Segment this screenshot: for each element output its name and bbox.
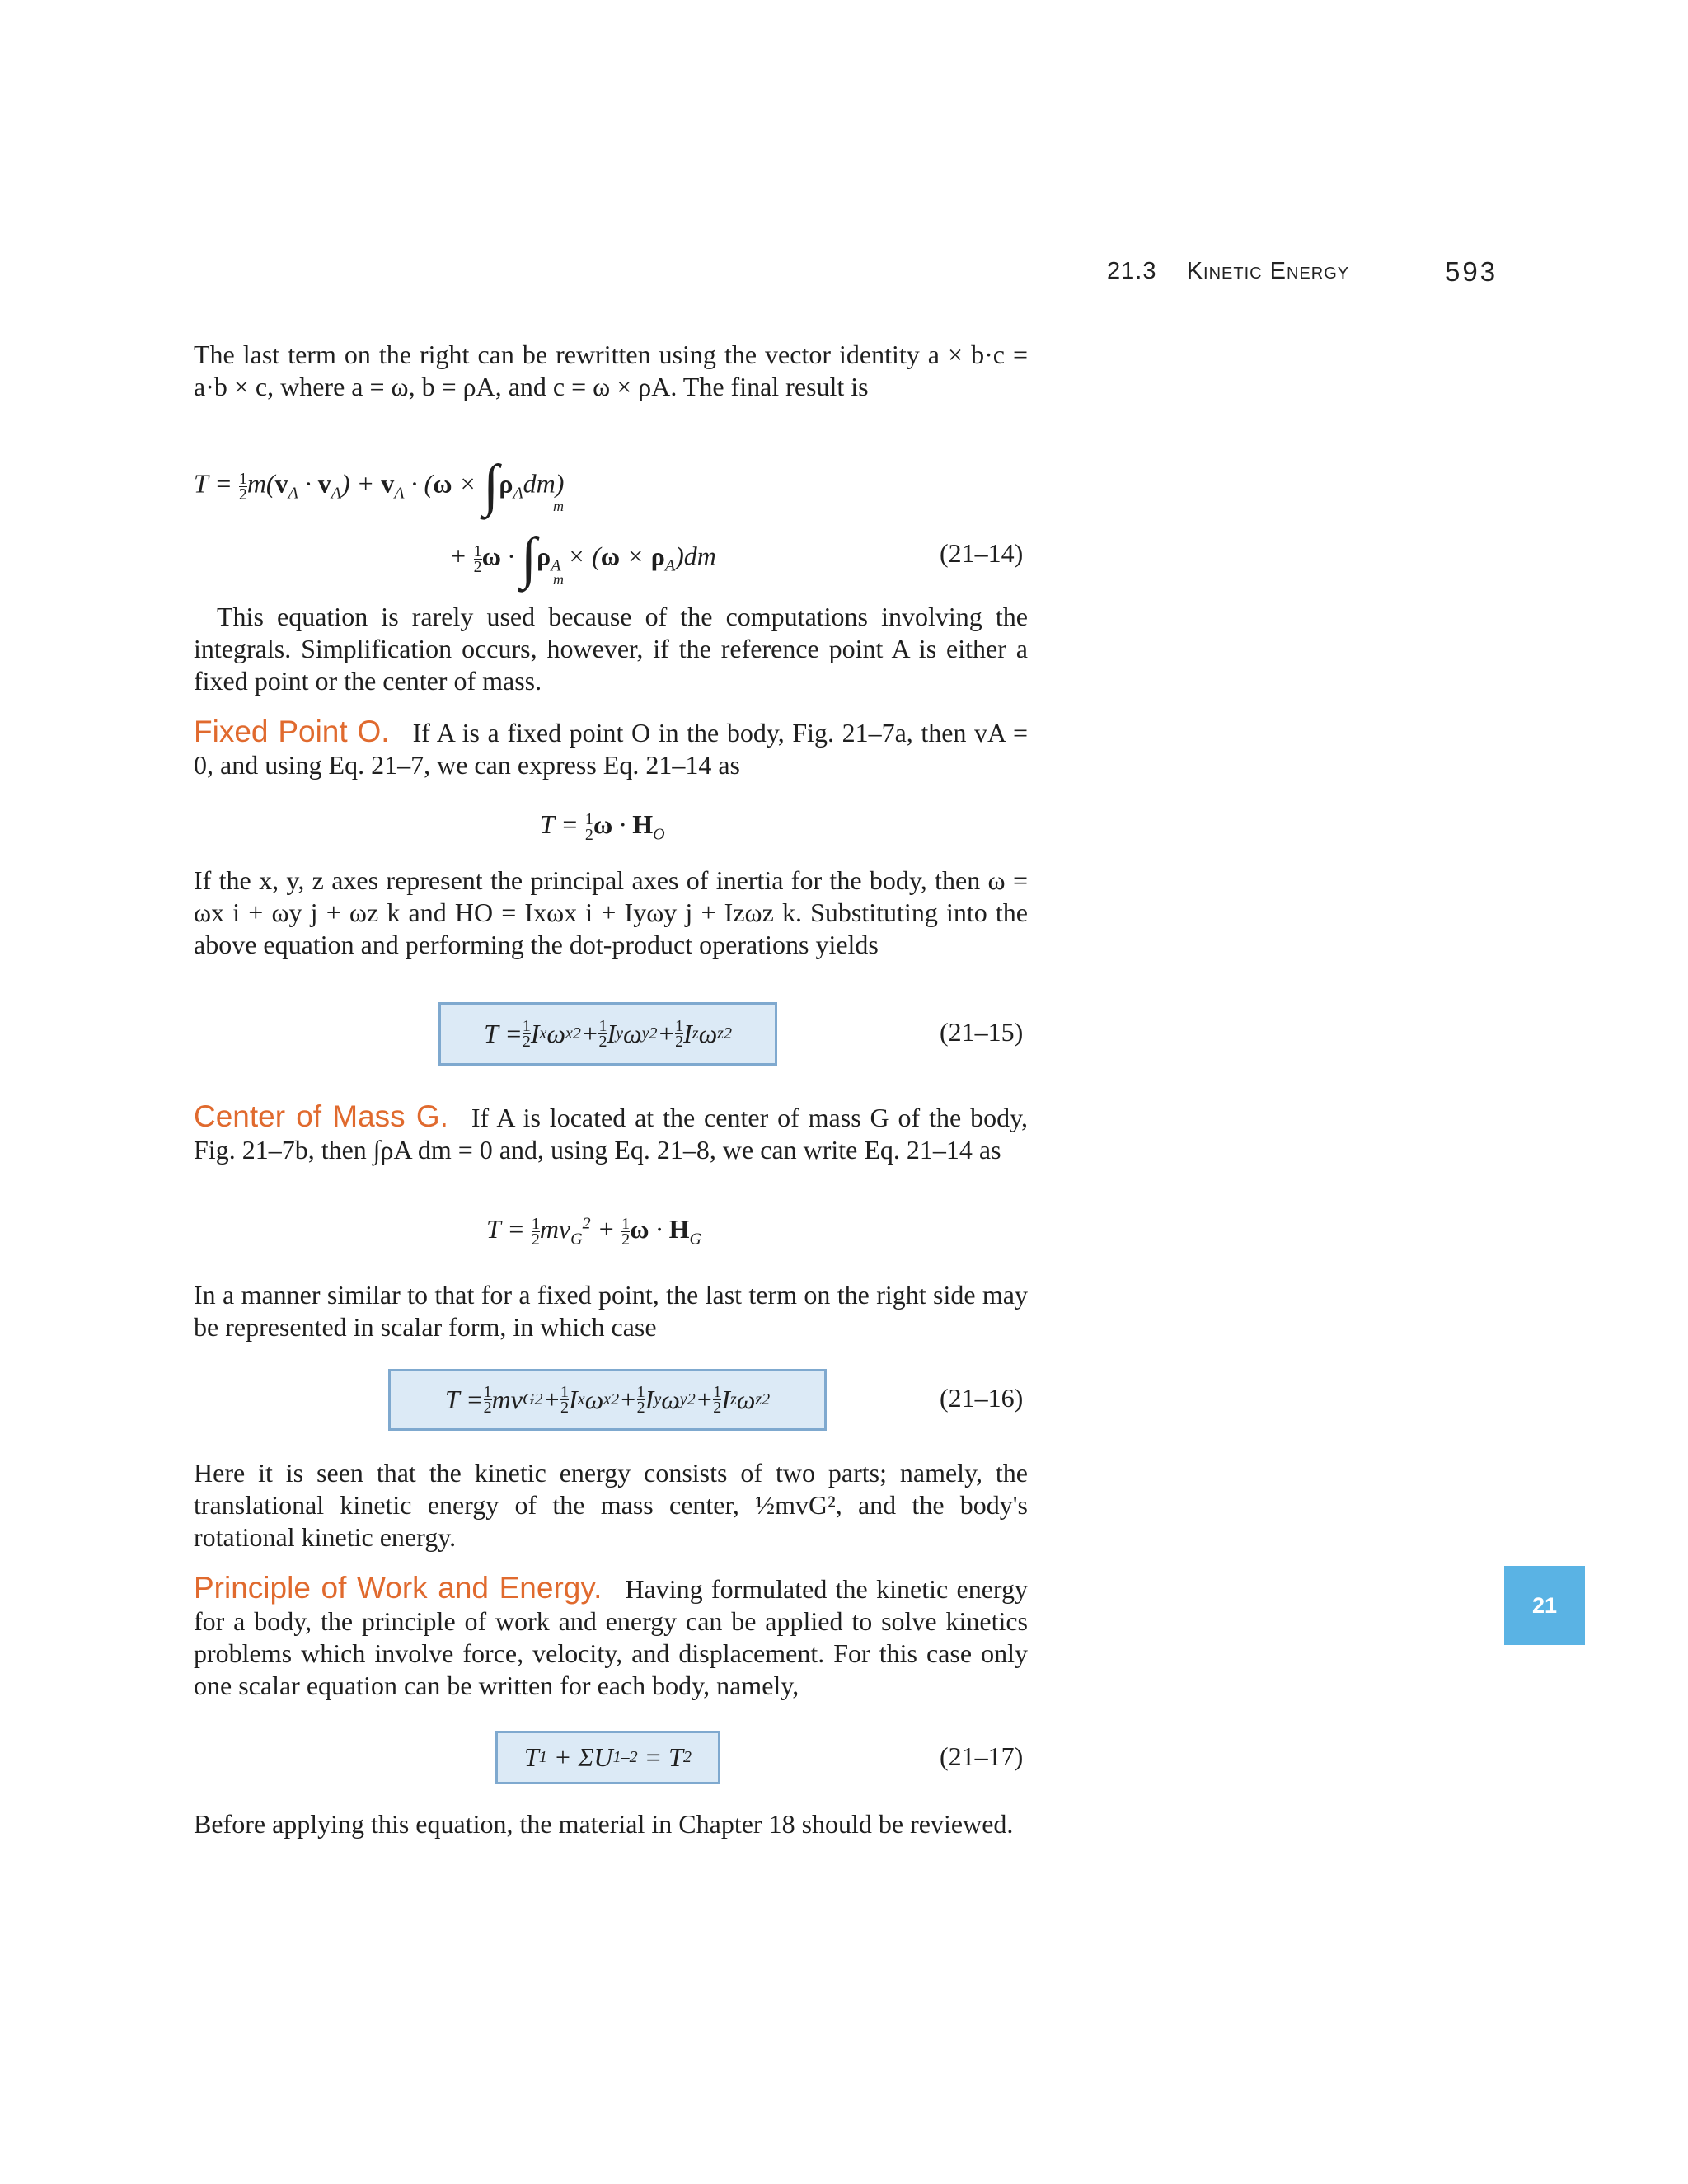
paragraph-kinetic-energy-parts: Here it is seen that the kinetic energy consists of two parts; namely, the translational kinetic energy of the mass center, ½mvG², and the body's rotational kinetic energy. bbox=[194, 1458, 1028, 1552]
integral-limit-m2: m bbox=[553, 571, 564, 588]
equation-T-fixed-point: T = $\frac{1}{2}$ $\omega \cdot H_O$ bbox=[540, 809, 665, 845]
equation-T-center-of-mass: T = $\frac{1}{2}$ $mv_G^2$ + $\frac{1}{2}$ $\omega \cdot H_G$ bbox=[486, 1214, 701, 1249]
paragraph-center-of-mass bbox=[194, 1100, 1028, 1166]
integral-limit-m1: m bbox=[553, 498, 564, 514]
paragraph-work-energy bbox=[194, 1572, 1028, 1702]
text-fixed-point: If A is a fixed point O in the body, Fig. 21–7a, then vA = 0, and using Eq. 21–7, we can express Eq. 21–14 as bbox=[194, 718, 1029, 780]
page-number: 593 bbox=[1445, 256, 1498, 287]
chapter-tab: 21 bbox=[1504, 1566, 1585, 1645]
text-work-energy: Having formulated the kinetic energy for a body, the principle of work and energy can be applied to solve kinetics problems which involve force, velocity, and displacement. For this case only one scalar equation can be written for each body, namely, bbox=[194, 1574, 1028, 1700]
equation-box-21-15: T = $\frac{1}{2}$ I x ω x 2 + $\frac{1}{2}$ I y ω y 2 + $\frac{1}{2}$ I z ω z 2 bbox=[438, 1002, 777, 1066]
paragraph-before-applying: Before applying this equation, the material in Chapter 18 should be reviewed. bbox=[194, 1809, 1014, 1839]
paragraph-fixed-point bbox=[194, 715, 1028, 781]
equation-21-14-line1: T = $\frac{1}{2}$ $m(v_A \cdot v_A) + v_A \cdot (\omega \times \int\rho_Adm)$ bbox=[194, 454, 565, 518]
equation-number-21-14: (21–14) bbox=[940, 538, 1024, 568]
heading-center-of-mass: Center of Mass G. bbox=[194, 1099, 448, 1133]
equation-number-21-15: (21–15) bbox=[940, 1017, 1024, 1047]
heading-fixed-point: Fixed Point O. bbox=[194, 715, 390, 748]
paragraph-simplification: This equation is rarely used because of the computations involving the integrals. Simplification occurs, however, if the reference point A is either a fixed point or the center of mass. bbox=[194, 602, 1028, 696]
running-header bbox=[1107, 258, 1349, 285]
equation-box-21-17: T 1 + ΣU 1–2 = T 2 bbox=[495, 1731, 720, 1784]
section-title: Kinetic Energy bbox=[1186, 258, 1350, 284]
text-center-of-mass: If A is located at the center of mass G of the body, Fig. 21–7b, then ∫ρA dm = 0 and, using Eq. 21–8, we can write Eq. 21–14 as bbox=[194, 1103, 1028, 1165]
paragraph-vector-identity: The last term on the right can be rewritten using the vector identity a × b·c = a·b × c, where a = ω, b = ρA, and c = ω × ρA. The final result is bbox=[194, 340, 1028, 401]
section-number: 21.3 bbox=[1107, 258, 1157, 284]
equation-box-21-16: T = $\frac{1}{2}$ mv G 2 + $\frac{1}{2}$ I x ω x 2 + $\frac{1}{2}$ I y ω y 2 + $\frac{1}{2}$ I z ω z 2 bbox=[388, 1369, 827, 1431]
equation-number-21-17: (21–17) bbox=[940, 1741, 1024, 1771]
paragraph-principal-axes: If the x, y, z axes represent the principal axes of inertia for the body, then ω = ωx i + ωy j + ωz k and HO = Ixωx i + Iyωy j + Izωz k. Substituting into the above equation and performing the dot-product operations yields bbox=[194, 865, 1028, 959]
equation-number-21-16: (21–16) bbox=[940, 1383, 1024, 1413]
heading-work-energy: Principle of Work and Energy. bbox=[194, 1571, 603, 1605]
paragraph-scalar-form: In a manner similar to that for a fixed point, the last term on the right side may be represented in scalar form, in which case bbox=[194, 1280, 1028, 1342]
equation-21-14-line2: + $\frac{1}{2}$ $\omega \cdot \int\rho_A \times (\omega \times \rho_A)dm$ bbox=[449, 527, 716, 590]
